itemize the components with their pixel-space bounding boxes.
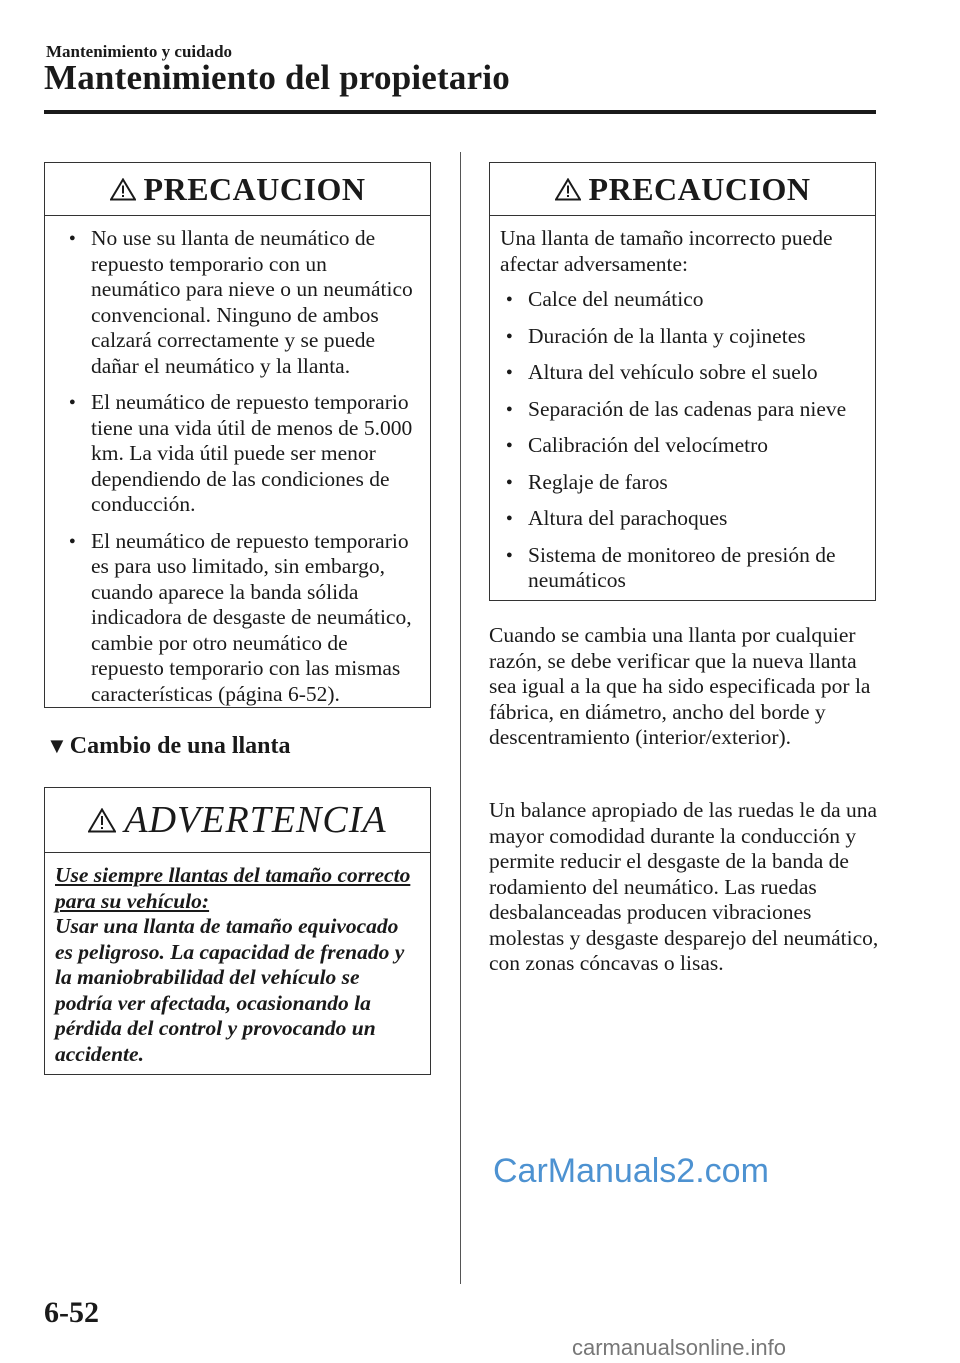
footer-watermark: carmanualsonline.info — [572, 1335, 787, 1360]
caution-item: ● Calibración del velocímetro — [500, 433, 865, 459]
warning-text: Usar una llanta de tamaño equivocado es peligroso. La capacidad de frenado y la maniobrabilidad del vehículo se podría ver afectada, ocasionando la pérdida del control y provocando un accidente. — [55, 914, 405, 1066]
caution-header — [490, 163, 875, 216]
warning-title: ADVERTENCIA — [124, 799, 387, 841]
caution-box-right — [489, 162, 876, 601]
warning-header — [45, 788, 430, 853]
subheading-text: Cambio de una llanta — [69, 733, 291, 759]
subheading — [46, 733, 291, 760]
caution-box-left — [44, 162, 431, 708]
column-divider — [460, 152, 461, 1284]
title-rule — [44, 110, 876, 114]
caution-header — [45, 163, 430, 216]
section-label: Mantenimiento y cuidado — [46, 42, 233, 61]
warning-lead: Use siempre llantas del tamaño correcto para su vehículo: — [55, 863, 411, 913]
caution-item: ● Separación de las cadenas para nieve — [500, 397, 865, 423]
caution-item: ● El neumático de repuesto temporario tiene una vida útil de menos de 5.000 km. La vida útil puede ser menor dependiendo de las condiciones de conducción. — [63, 390, 420, 518]
caution-item: ● Duración de la llanta y cojinetes — [500, 324, 865, 350]
caution-item: ● Altura del parachoques — [500, 506, 865, 532]
page-number: 6-52 — [44, 1296, 99, 1329]
warning-triangle-icon — [110, 178, 136, 201]
caution-item: ● No use su llanta de neumático de repuesto temporario con un neumático para nieve o un neumático convencional. Ninguno de ambos calzará correctamente y se puede dañar el neumático y la llanta. — [63, 226, 420, 379]
watermark-logo: CarManuals2.com — [493, 1152, 769, 1190]
caution-intro: Una llanta de tamaño incorrecto puede afectar adversamente: — [500, 226, 833, 276]
warning-box — [44, 787, 431, 1075]
caution-title: PRECAUCION — [588, 170, 811, 207]
page-title: Mantenimiento del propietario — [44, 58, 510, 97]
body-paragraph: Un balance apropiado de las ruedas le da una mayor comodidad durante la conducción y permite reducir el desgaste de la banda de rodamiento del neumático. Las ruedas desbalanceadas producen vibraciones molestas y desgaste desparejo del neumático, con zonas cóncavas o lisas. — [489, 798, 879, 975]
body-paragraph: Cuando se cambia una llanta por cualquier razón, se debe verificar que la nueva llanta sea igual a la que ha sido especificada por la fábrica, en diámetro, ancho del borde y descentramiento (interior/exterior). — [489, 623, 871, 749]
caution-item: ● Calce del neumático — [500, 287, 865, 313]
caution-item: ● Altura del vehículo sobre el suelo — [500, 360, 865, 386]
warning-triangle-icon — [88, 808, 116, 833]
caution-title: PRECAUCION — [143, 170, 366, 207]
triangle-marker-icon: ▼ — [46, 733, 68, 758]
warning-triangle-icon — [555, 178, 581, 201]
caution-item: ● Reglaje de faros — [500, 470, 865, 496]
caution-item: ● Sistema de monitoreo de presión de neumáticos — [500, 543, 865, 594]
caution-item: ● El neumático de repuesto temporario es para uso limitado, sin embargo, cuando aparece la banda sólida indicadora de desgaste de neumático, cambie por otro neumático de repuesto temporario con las mismas características (página 6-52). — [63, 529, 420, 708]
